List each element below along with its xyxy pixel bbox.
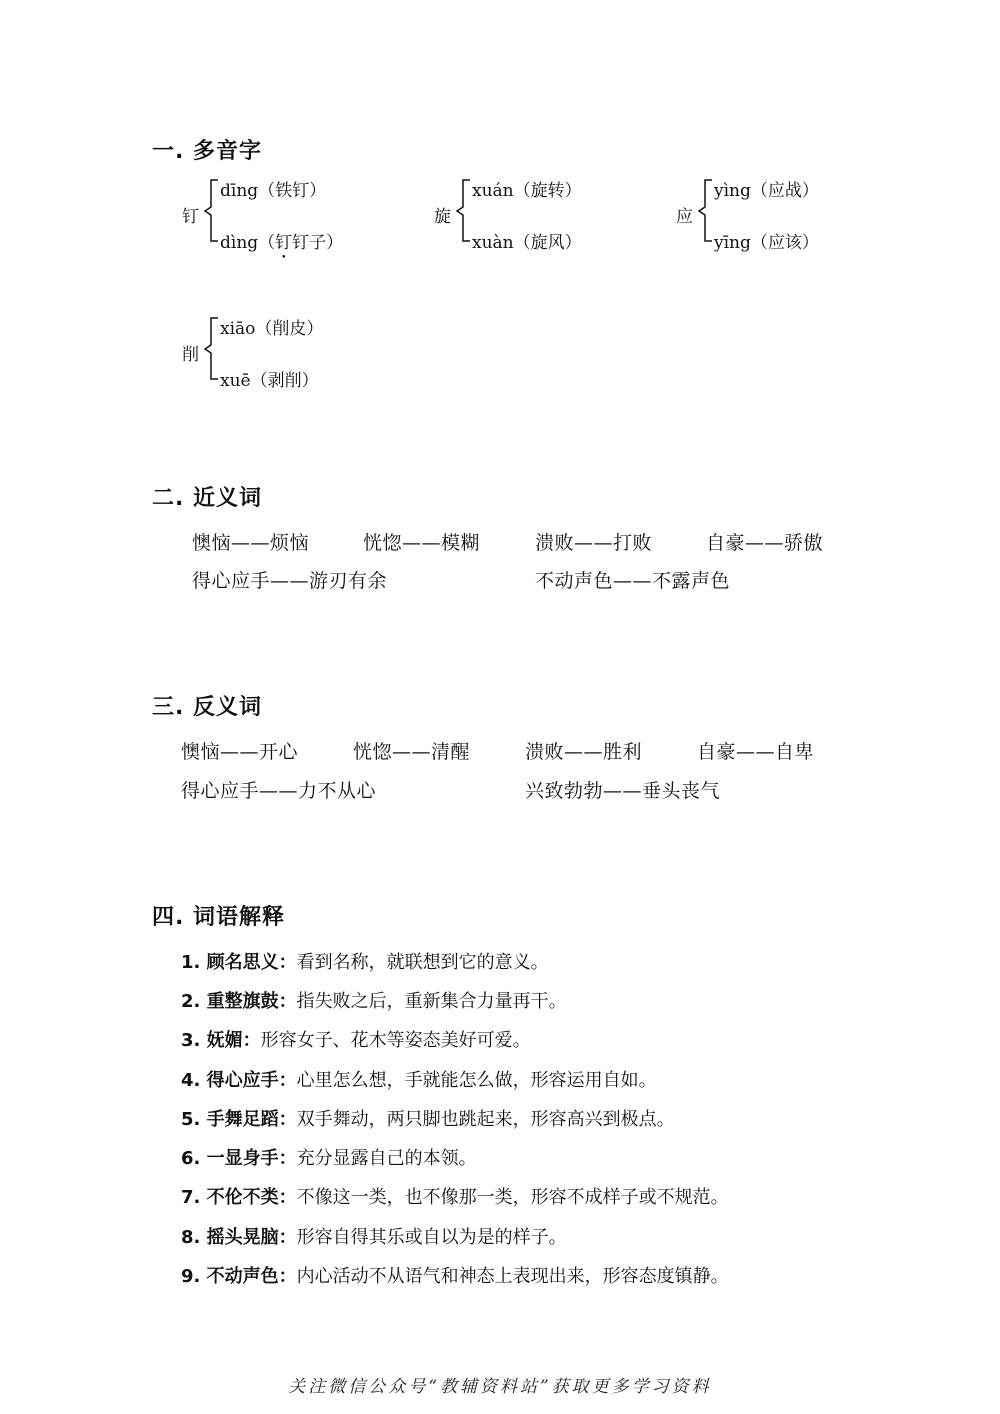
definition-text: 形容自得其乐或自以为是的样子。 bbox=[296, 1227, 567, 1248]
definition-term: 5. 手舞足蹈： bbox=[181, 1109, 297, 1130]
polyphone-reading: xuàn（旋风） bbox=[472, 233, 582, 253]
polyphone-group bbox=[434, 176, 684, 256]
definition-term: 7. 不伦不类： bbox=[181, 1187, 297, 1208]
synonym-pair: 不动声色——不露声色 bbox=[535, 570, 731, 592]
brace-icon bbox=[692, 176, 714, 246]
synonym-pair: 得心应手——游刃有余 bbox=[192, 570, 388, 592]
definition-text: 不像这一类，也不像那一类，形容不成样子或不规范。 bbox=[296, 1187, 729, 1208]
definition-item bbox=[181, 1223, 567, 1249]
section-title-synonyms: 二. 近义词 bbox=[152, 486, 263, 511]
definition-term: 2. 重整旗鼓： bbox=[181, 991, 297, 1012]
brace-icon bbox=[198, 314, 220, 384]
definition-text: 双手舞动，两只脚也跳起来，形容高兴到极点。 bbox=[296, 1109, 675, 1130]
definition-term: 4. 得心应手： bbox=[181, 1070, 297, 1091]
polyphone-reading: dìng（钉钉子） bbox=[220, 233, 344, 253]
definition-text: 指失败之后，重新集合力量再干。 bbox=[296, 991, 567, 1012]
definition-term: 3. 妩媚： bbox=[181, 1030, 261, 1051]
antonym-pair: 懊恼——开心 bbox=[181, 741, 299, 763]
definition-text: 形容女子、花木等姿态美好可爱。 bbox=[260, 1030, 531, 1051]
synonym-pair: 自豪——骄傲 bbox=[706, 532, 824, 554]
definition-text: 心里怎么想，手就能怎么做，形容运用自如。 bbox=[296, 1070, 657, 1091]
antonym-pair: 溃败——胜利 bbox=[525, 741, 643, 763]
polyphone-reading: dīng（铁钉） bbox=[220, 181, 327, 201]
brace-icon bbox=[198, 176, 220, 246]
polyphone-reading: xuán（旋转） bbox=[472, 181, 582, 201]
definition-item bbox=[181, 987, 567, 1013]
definition-item bbox=[181, 1026, 531, 1052]
definition-text: 内心活动不从语气和神态上表现出来，形容态度镇静。 bbox=[296, 1266, 729, 1287]
synonym-pair: 懊恼——烦恼 bbox=[192, 532, 310, 554]
definition-item bbox=[181, 1144, 477, 1170]
definition-text: 充分显露自己的本领。 bbox=[296, 1148, 477, 1169]
definition-item bbox=[181, 948, 549, 974]
definition-item bbox=[181, 1183, 729, 1209]
section-title-polyphones: 一. 多音字 bbox=[152, 139, 263, 164]
polyphone-char: 应 bbox=[676, 207, 693, 227]
synonym-pair: 溃败——打败 bbox=[535, 532, 653, 554]
definition-text: 看到名称，就联想到它的意义。 bbox=[296, 952, 549, 973]
antonym-pair: 自豪——自卑 bbox=[697, 741, 815, 763]
polyphone-char: 旋 bbox=[434, 207, 451, 227]
antonym-pair: 得心应手——力不从心 bbox=[181, 780, 377, 802]
polyphone-group bbox=[676, 176, 926, 256]
antonym-pair: 恍惚——清醒 bbox=[353, 741, 471, 763]
polyphone-group bbox=[182, 314, 432, 394]
antonym-pair: 兴致勃勃——垂头丧气 bbox=[525, 780, 721, 802]
definition-item bbox=[181, 1066, 657, 1092]
definition-item bbox=[181, 1262, 729, 1288]
polyphone-group bbox=[182, 176, 432, 256]
polyphone-reading: yīng（应该） bbox=[714, 233, 819, 253]
polyphone-reading: xuē（剥削） bbox=[220, 371, 319, 391]
definition-term: 1. 顾名思义： bbox=[181, 952, 297, 973]
synonym-pair: 恍惚——模糊 bbox=[363, 532, 481, 554]
polyphone-char: 钉 bbox=[182, 207, 199, 227]
definition-term: 8. 摇头晃脑： bbox=[181, 1227, 297, 1248]
section-title-antonyms: 三. 反义词 bbox=[152, 695, 263, 720]
definition-item bbox=[181, 1105, 675, 1131]
definition-term: 6. 一显身手： bbox=[181, 1148, 297, 1169]
brace-icon bbox=[450, 176, 472, 246]
footer-note: 关注微信公众号“教辅资料站”获取更多学习资料 bbox=[288, 1377, 712, 1397]
polyphone-char: 削 bbox=[182, 345, 199, 365]
definition-term: 9. 不动声色： bbox=[181, 1266, 297, 1287]
polyphone-reading: xiāo（削皮） bbox=[220, 319, 324, 339]
section-title-definitions: 四. 词语解释 bbox=[152, 905, 286, 930]
polyphone-reading: yìng（应战） bbox=[714, 181, 819, 201]
